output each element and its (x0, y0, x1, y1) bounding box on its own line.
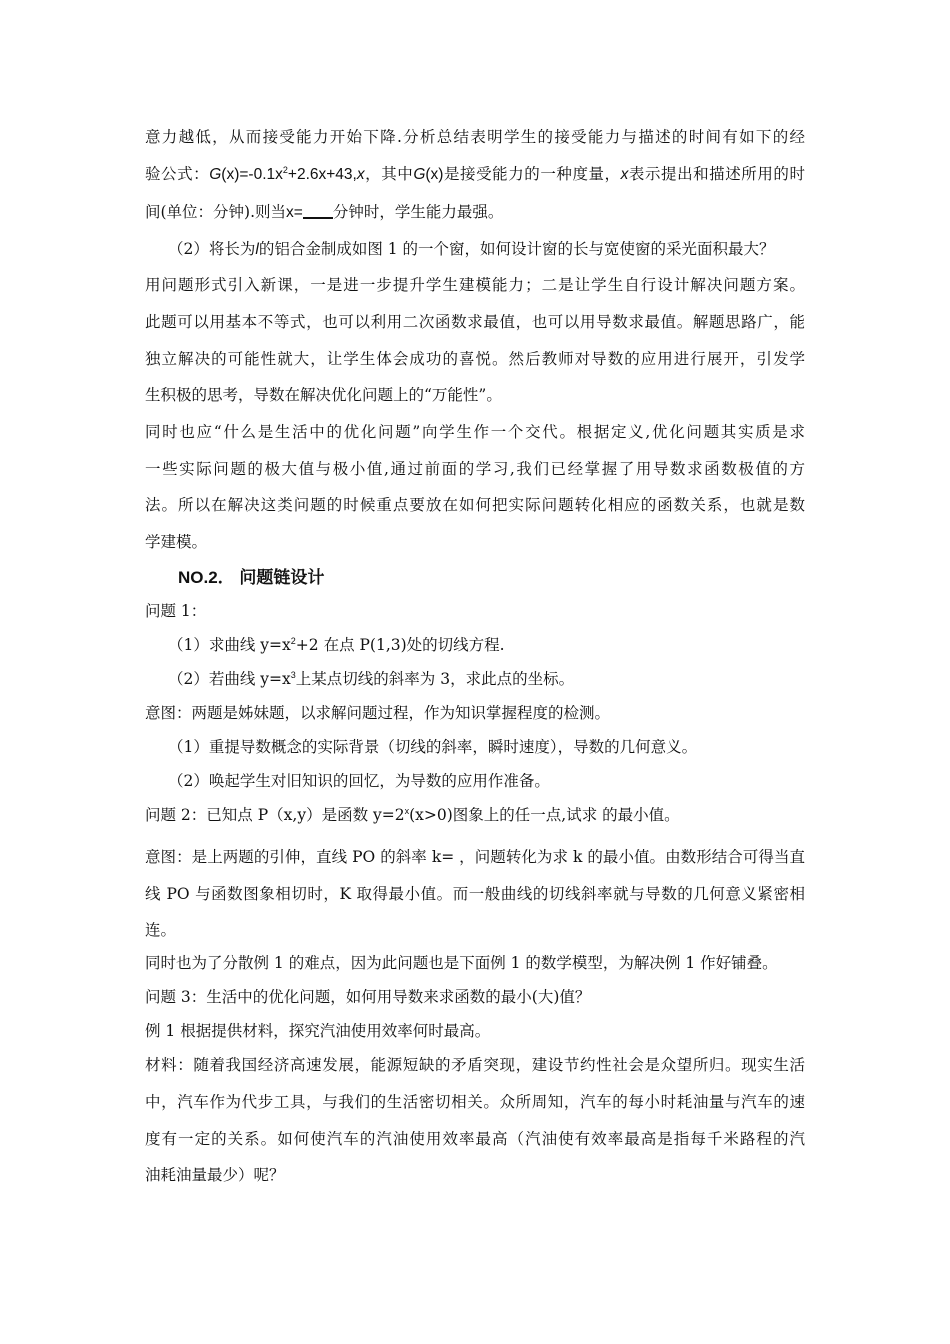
math-var: G (413, 166, 426, 183)
math-var: x (620, 166, 629, 183)
paragraph-line: 意力越低，从而接受能力开始下降.分析总结表明学生的接受能力与描述的时间有如下的经 (145, 128, 805, 146)
question-3: 问题 3：生活中的优化问题，如何用导数来求函数的最小(大)值？ (145, 988, 591, 1006)
paragraph-line: 此题可以用基本不等式，也可以利用二次函数求最值，也可以用导数求最值。解题思路广，能 (145, 313, 805, 331)
paragraph-line: 生积极的思考，导数在解决优化问题上的“万能性”。 (145, 386, 502, 404)
material-line: 材料：随着我国经济高速发展，能源短缺的矛盾突现，建设节约性社会是众望所归。现实生活 (145, 1056, 805, 1074)
math-run: +2.6x+43, (287, 166, 357, 183)
text-run: 分钟时，学生能力最强。 (332, 203, 504, 221)
text-run: （2）若曲线 y=x (168, 670, 291, 688)
superscript: x (404, 806, 410, 816)
question-1-part-2 (168, 667, 828, 689)
superscript: 3 (290, 670, 296, 680)
intent-2-line: 连。 (145, 921, 177, 939)
paragraph-line: 同时也为了分散例 1 的难点，因为此问题也是下面例 1 的数学模型，为解决例 1 作好铺叠。 (145, 954, 778, 972)
material-line: 中，汽车作为代步工具，与我们的生活密切相关。众所周知，汽车的每小时耗油量与汽车的速 (145, 1093, 805, 1111)
example-1: 例 1 根据提供材料，探究汽油使用效率何时最高。 (145, 1022, 491, 1040)
text-run: 问题 2：已知点 P（x,y）是函数 y=2 (145, 806, 405, 824)
text-run: 的铝合金制成如图 1 的一个窗，如何设计窗的长与宽使窗的采光面积最大？ (258, 240, 775, 258)
material-line: 油耗油量最少）呢？ (145, 1166, 285, 1184)
section-heading: NO.2． 问题链设计 (178, 568, 325, 587)
text-run: (x>0)图象上的任一点,试求 的最小值。 (409, 806, 680, 824)
intent-2-line: 意图：是上两题的引伸，直线 PO 的斜率 k= ，问题转化为求 k 的最小值。由数形结合可得当直 (145, 848, 805, 866)
paragraph-line: 学建模。 (145, 533, 208, 551)
material-line: 度有一定的关系。如何使汽车的汽油使用效率最高（汽油使有效率最高是指每千米路程的汽 (145, 1130, 805, 1148)
text-run: （2）将长为 (168, 240, 256, 258)
text-run: (x)是接受能力的一种度量， (425, 166, 621, 183)
intent-1-part-1: （1）重提导数概念的实际背景（切线的斜率，瞬时速度），导数的几何意义。 (168, 738, 698, 756)
question-2 (145, 803, 805, 825)
text-run: 验公式： (145, 165, 210, 183)
question-2-line (168, 237, 828, 259)
text-run: +2 在点 P(1,3)处的切线方程. (295, 636, 505, 654)
paragraph-line: 一些实际问题的极大值与极小值,通过前面的学习,我们已经掌握了用导数求函数极值的方 (145, 460, 805, 478)
intent-1: 意图：两题是姊妹题，以求解问题过程，作为知识掌握程度的检测。 (145, 704, 611, 722)
math-run: (x)=-0.1x (221, 166, 283, 183)
math-var: x (356, 166, 365, 183)
superscript: 2 (282, 165, 288, 175)
intent-2-line: 线 PO 与函数图象相切时，K 取得最小值。而一般曲线的切线斜率就与导数的几何意义紧密相 (145, 885, 805, 903)
paragraph-line: 法。所以在解决这类问题的时候重点要放在如何把实际问题转化相应的函数关系，也就是数 (145, 496, 805, 514)
text-run: ，其中 (364, 165, 414, 183)
math-run: x= (286, 204, 303, 221)
formula-line (145, 162, 805, 184)
text-run: 表示提出和描述所用的时 (628, 165, 805, 183)
superscript: 2 (290, 636, 296, 646)
paragraph-line: 同时也应“什么是生活中的优化问题”向学生作一个交代。根据定义,优化问题其实质是求 (145, 423, 805, 441)
math-var: l (255, 241, 259, 258)
paragraph-line: 独立解决的可能性就大，让学生体会成功的喜悦。然后教师对导数的应用进行展开，引发学 (145, 350, 805, 368)
math-var: G (209, 166, 222, 183)
text-run: 间(单位：分钟).则当 (145, 203, 287, 221)
intent-1-part-2: （2）唤起学生对旧知识的回忆，为导数的应用作准备。 (168, 772, 550, 790)
question-line (145, 200, 805, 222)
question-1-title: 问题 1： (145, 602, 207, 620)
text-run: 上某点切线的斜率为 3，求此点的坐标。 (295, 670, 575, 688)
paragraph-line: 用问题形式引入新课，一是进一步提升学生建模能力；二是让学生自行设计解决问题方案。 (145, 276, 805, 294)
text-run: （1）求曲线 y=x (168, 636, 291, 654)
answer-blank (303, 203, 333, 219)
question-1-part-1 (168, 633, 828, 655)
